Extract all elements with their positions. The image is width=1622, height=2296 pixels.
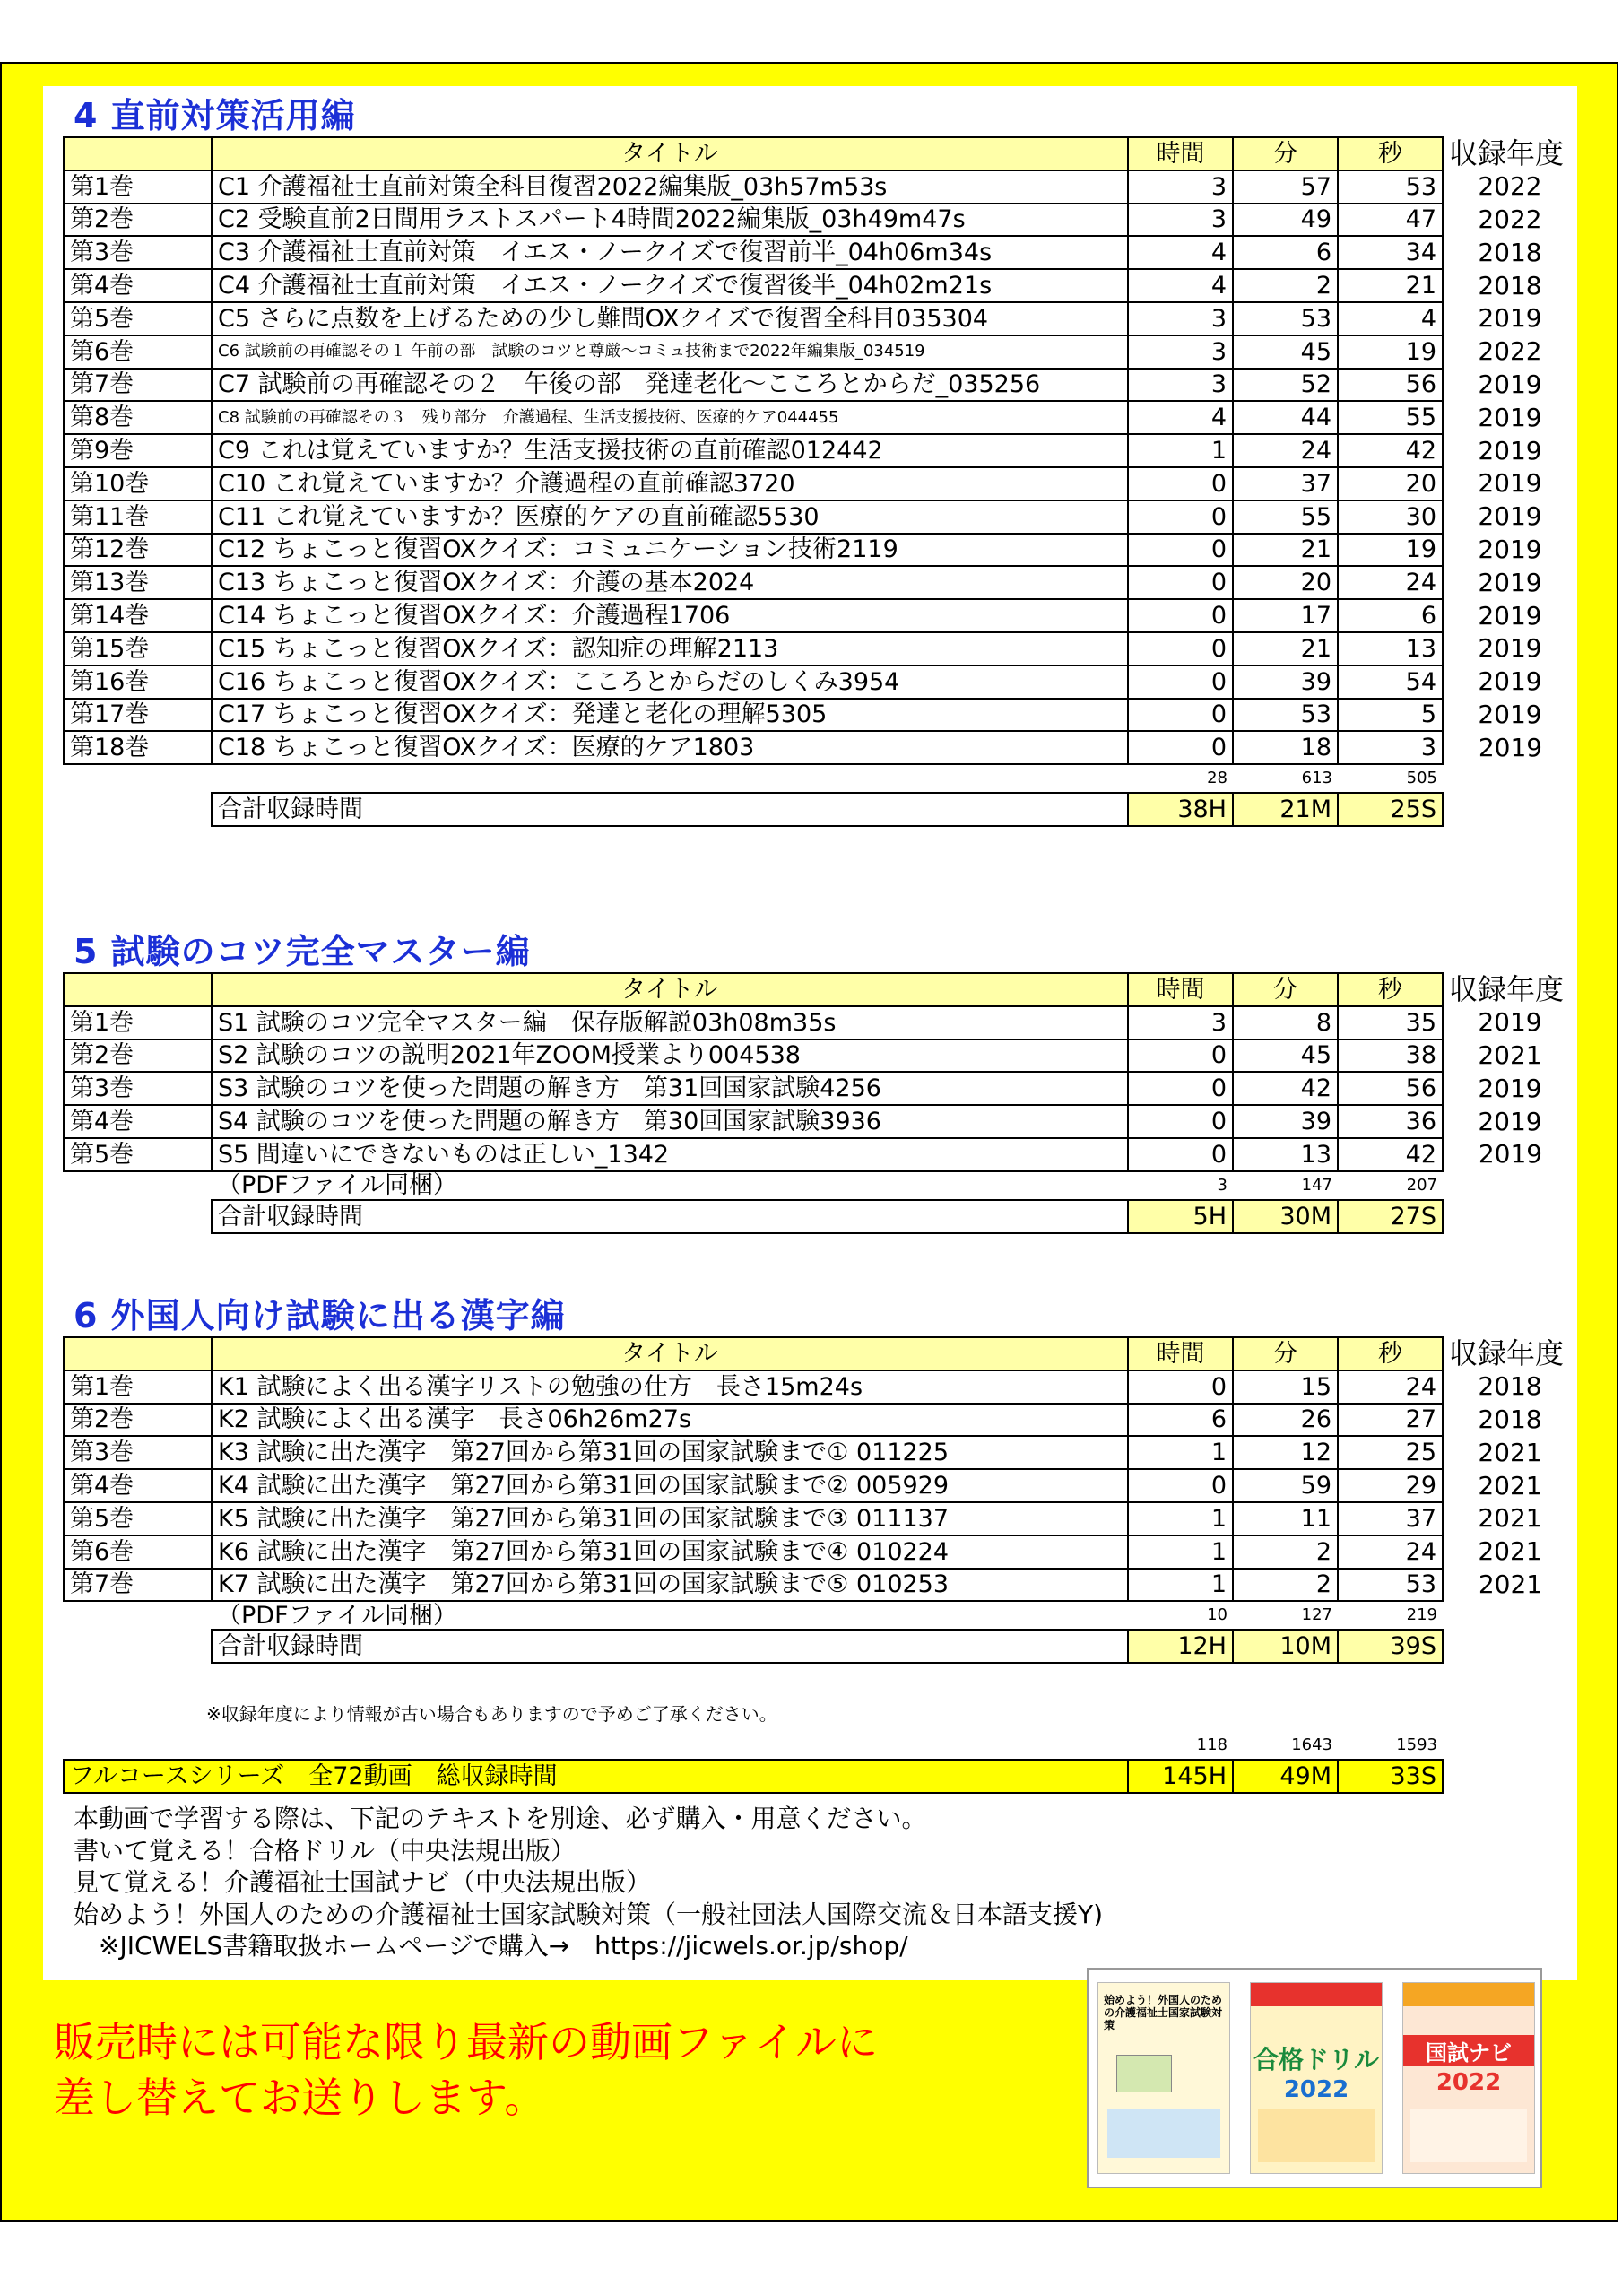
grand-raw-hours: 118 [1196, 1735, 1227, 1754]
volume-number: 第16巻 [64, 665, 212, 699]
header-hours: 時間 [1128, 137, 1233, 170]
volume-number: 第3巻 [64, 1436, 212, 1469]
year-cell: 2019 [1478, 402, 1542, 432]
year-cell: 2018 [1478, 237, 1542, 267]
year-cell: 2018 [1478, 1371, 1542, 1402]
seconds-cell: 13 [1338, 632, 1443, 665]
header-minutes: 分 [1233, 137, 1338, 170]
minutes-cell: 15 [1233, 1370, 1338, 1404]
video-title: K6 試験に出た漢字 第27回から第31回の国家試験まで④ 010224 [212, 1535, 1128, 1569]
video-title: C9 これは覚えていますか？生活支援技術の直前確認012442 [212, 434, 1128, 467]
notes-line-2: 書いて覚える！合格ドリル（中央法規出版） [74, 1835, 577, 1866]
notes-line-1: 本動画で学習する際は、下記のテキストを別途、必ず購入・用意ください。 [74, 1804, 927, 1833]
sale-notice-line-1: 販売時には可能な限り最新の動画ファイルに [54, 2018, 879, 2066]
video-title: C18 ちょこっと復習OXクイズ：医療的ケア1803 [212, 731, 1128, 764]
header-title: タイトル [212, 137, 1128, 170]
total-seconds: 39S [1338, 1630, 1443, 1663]
volume-number: 第2巻 [64, 204, 212, 237]
year-cell: 2022 [1478, 171, 1542, 202]
minutes-cell: 18 [1233, 731, 1338, 764]
table-row [64, 1370, 1577, 1404]
table-row [64, 369, 1577, 402]
seconds-cell: 47 [1338, 204, 1443, 237]
minutes-cell: 53 [1233, 699, 1338, 732]
hours-cell: 3 [1128, 170, 1233, 204]
table-row [64, 534, 1577, 567]
grand-total-table [63, 1731, 1578, 1794]
seconds-cell: 24 [1338, 1535, 1443, 1569]
raw-minutes: 127 [1301, 1605, 1332, 1625]
video-title: C8 試験前の再確認その３ 残り部分 介護過程、生活支援技術、医療的ケア044455 [212, 401, 1128, 434]
minutes-cell: 21 [1233, 534, 1338, 567]
video-title: C14 ちょこっと復習OXクイズ：介護過程1706 [212, 599, 1128, 632]
section-6-table [63, 1336, 1578, 1664]
table-row [64, 1569, 1577, 1602]
section-4-title: 4 直前対策活用編 [74, 96, 356, 135]
book-big-title-drill: 合格ドリル [1253, 2045, 1379, 2074]
year-cell: 2021 [1478, 1470, 1542, 1500]
pdf-note: （PDFファイル同梱） [217, 1171, 458, 1200]
volume-number: 第10巻 [64, 467, 212, 500]
year-cell: 2019 [1478, 567, 1542, 597]
book-big-title-navi: 国試ナビ [1403, 2035, 1534, 2066]
hours-cell: 0 [1128, 632, 1233, 665]
sale-notice [54, 2014, 878, 2126]
hours-cell: 1 [1128, 434, 1233, 467]
seconds-cell: 25 [1338, 1436, 1443, 1469]
total-row [64, 1630, 1577, 1663]
hours-cell: 3 [1128, 1006, 1233, 1039]
grand-total-hours: 145H [1128, 1760, 1233, 1793]
header-title: タイトル [212, 973, 1128, 1006]
minutes-cell: 52 [1233, 369, 1338, 402]
video-title: C6 試験前の再確認その１ 午前の部 試験のコツと尊厳～コミュ技術まで2022年編集版_034519 [212, 335, 1128, 369]
table-row [64, 401, 1577, 434]
year-cell: 2022 [1478, 204, 1542, 234]
seconds-cell: 55 [1338, 401, 1443, 434]
year-cell: 2021 [1478, 1569, 1543, 1599]
raw-minutes: 613 [1301, 769, 1332, 788]
section-5-table [63, 972, 1578, 1234]
table-row [64, 566, 1577, 599]
section-6-title: 6 外国人向け試験に出る漢字編 [74, 1296, 566, 1335]
hours-cell: 3 [1128, 302, 1233, 335]
pdf-note: （PDFファイル同梱） [217, 1601, 458, 1630]
book-title-foreigners: 始めよう！外国人のための介護福祉士国家試験対策 [1104, 1994, 1223, 2031]
total-minutes: 10M [1233, 1630, 1338, 1663]
table-row [64, 1404, 1577, 1437]
video-title: C1 介護福祉士直前対策全科目復習2022編集版_03h57m53s [212, 170, 1128, 204]
volume-number: 第11巻 [64, 500, 212, 534]
grand-raw-minutes: 1643 [1291, 1735, 1332, 1754]
hours-cell: 0 [1128, 1370, 1233, 1404]
total-seconds: 25S [1338, 793, 1443, 826]
year-cell: 2019 [1478, 303, 1542, 334]
minutes-cell: 44 [1233, 401, 1338, 434]
hours-cell: 0 [1128, 1072, 1233, 1105]
video-title: C4 介護福祉士直前対策 イエス・ノークイズで復習後半_04h02m21s [212, 269, 1128, 302]
volume-number: 第9巻 [64, 434, 212, 467]
book-cover-foreigners [1097, 1982, 1230, 2174]
video-title: K7 試験に出た漢字 第27回から第31回の国家試験まで⑤ 010253 [212, 1569, 1128, 1602]
seconds-cell: 53 [1338, 170, 1443, 204]
total-label: 合計収録時間 [212, 1200, 1128, 1233]
video-title: K3 試験に出た漢字 第27回から第31回の国家試験まで① 011225 [212, 1436, 1128, 1469]
year-cell: 2021 [1478, 1437, 1542, 1467]
video-title: S3 試験のコツを使った問題の解き方 第31回国家試験4256 [212, 1072, 1128, 1105]
video-title: K1 試験によく出る漢字リストの勉強の仕方 長さ15m24s [212, 1370, 1128, 1404]
notes-line-3: 見て覚える！介護福祉士国試ナビ（中央法規出版） [74, 1867, 652, 1897]
seconds-cell: 35 [1338, 1006, 1443, 1039]
volume-number: 第7巻 [64, 1569, 212, 1602]
video-title: C17 ちょこっと復習OXクイズ：発達と老化の理解5305 [212, 699, 1128, 732]
volume-number: 第13巻 [64, 566, 212, 599]
hours-cell: 6 [1128, 1404, 1233, 1437]
seconds-cell: 56 [1338, 1072, 1443, 1105]
table-row [64, 1072, 1577, 1105]
hours-cell: 3 [1128, 335, 1233, 369]
header-minutes: 分 [1233, 973, 1338, 1006]
year-cell: 2019 [1478, 435, 1542, 465]
hours-cell: 1 [1128, 1569, 1233, 1602]
total-hours: 5H [1128, 1200, 1233, 1233]
minutes-cell: 24 [1233, 434, 1338, 467]
minutes-cell: 26 [1233, 1404, 1338, 1437]
raw-seconds: 505 [1406, 769, 1437, 788]
year-cell: 2019 [1478, 1073, 1542, 1103]
total-minutes: 30M [1233, 1200, 1338, 1233]
header-row [64, 137, 1577, 170]
total-row [64, 1200, 1577, 1233]
raw-hours: 3 [1217, 1175, 1227, 1195]
video-title: C16 ちょこっと復習OXクイズ：こころとからだのしくみ3954 [212, 665, 1128, 699]
header-hours: 時間 [1128, 1337, 1233, 1370]
year-cell: 2021 [1478, 1039, 1542, 1070]
table-row [64, 500, 1577, 534]
raw-hours: 28 [1207, 769, 1227, 788]
header-seconds: 秒 [1338, 973, 1443, 1006]
volume-number: 第1巻 [64, 1006, 212, 1039]
total-label: 合計収録時間 [212, 1630, 1128, 1663]
year-cell: 2018 [1478, 1404, 1542, 1434]
volume-number: 第1巻 [64, 170, 212, 204]
raw-sum-row [64, 764, 1577, 793]
seconds-cell: 30 [1338, 500, 1443, 534]
video-title: C10 これ覚えていますか？介護過程の直前確認3720 [212, 467, 1128, 500]
raw-seconds: 219 [1406, 1605, 1437, 1625]
hours-cell: 0 [1128, 467, 1233, 500]
seconds-cell: 34 [1338, 236, 1443, 269]
hours-cell: 3 [1128, 369, 1233, 402]
year-cell: 2019 [1478, 666, 1542, 697]
minutes-cell: 2 [1233, 1535, 1338, 1569]
seconds-cell: 56 [1338, 369, 1443, 402]
year-cell: 2019 [1478, 600, 1542, 631]
table-row [64, 699, 1577, 732]
minutes-cell: 39 [1233, 1105, 1338, 1138]
year-cell: 2019 [1478, 468, 1542, 499]
volume-number: 第5巻 [64, 1138, 212, 1171]
grand-total-minutes: 49M [1233, 1760, 1338, 1793]
video-title: C11 これ覚えていますか？医療的ケアの直前確認5530 [212, 500, 1128, 534]
header-title: タイトル [212, 1337, 1128, 1370]
volume-number: 第18巻 [64, 731, 212, 764]
video-title: S4 試験のコツを使った問題の解き方 第30回国家試験3936 [212, 1105, 1128, 1138]
hours-cell: 3 [1128, 204, 1233, 237]
table-row [64, 1502, 1577, 1535]
minutes-cell: 2 [1233, 269, 1338, 302]
total-minutes: 21M [1233, 793, 1338, 826]
table-row [64, 204, 1577, 237]
seconds-cell: 42 [1338, 434, 1443, 467]
year-cell: 2019 [1478, 633, 1542, 664]
video-title: C2 受験直前2日間用ラストスパート4時間2022編集版_03h49m47s [212, 204, 1128, 237]
header-seconds: 秒 [1338, 1337, 1443, 1370]
hours-cell: 1 [1128, 1535, 1233, 1569]
volume-number: 第4巻 [64, 1105, 212, 1138]
volume-number: 第5巻 [64, 1502, 212, 1535]
minutes-cell: 59 [1233, 1469, 1338, 1502]
volume-number: 第7巻 [64, 369, 212, 402]
seconds-cell: 4 [1338, 302, 1443, 335]
table-row [64, 1436, 1577, 1469]
seconds-cell: 29 [1338, 1469, 1443, 1502]
volume-number: 第17巻 [64, 699, 212, 732]
video-title: C15 ちょこっと復習OXクイズ：認知症の理解2113 [212, 632, 1128, 665]
header-hours: 時間 [1128, 973, 1233, 1006]
header-year: 収録年度 [1449, 137, 1565, 170]
notes-block [74, 1803, 1103, 1962]
video-title: K2 試験によく出る漢字 長さ06h26m27s [212, 1404, 1128, 1437]
total-hours: 38H [1128, 793, 1233, 826]
video-title: S2 試験のコツの説明2021年ZOOM授業より004538 [212, 1039, 1128, 1073]
year-cell: 2019 [1478, 534, 1542, 564]
seconds-cell: 53 [1338, 1569, 1443, 1602]
table-row [64, 731, 1577, 764]
minutes-cell: 12 [1233, 1436, 1338, 1469]
hours-cell: 1 [1128, 1436, 1233, 1469]
minutes-cell: 55 [1233, 500, 1338, 534]
header-year: 収録年度 [1449, 973, 1565, 1006]
minutes-cell: 2 [1233, 1569, 1338, 1602]
video-title: S1 試験のコツ完全マスター編 保存版解説03h08m35s [212, 1006, 1128, 1039]
table-row [64, 467, 1577, 500]
table-row [64, 1469, 1577, 1502]
total-hours: 12H [1128, 1630, 1233, 1663]
notes-line-5: ※JICWELS書籍取扱ホームページで購入→ https://jicwels.or.jp/shop/ [74, 1931, 908, 1961]
year-cell: 2021 [1478, 1503, 1542, 1534]
book-cover-drill [1250, 1982, 1383, 2174]
year-cell: 2019 [1478, 1007, 1542, 1038]
volume-number: 第15巻 [64, 632, 212, 665]
seconds-cell: 3 [1338, 731, 1443, 764]
table-row [64, 1535, 1577, 1569]
hours-cell: 4 [1128, 401, 1233, 434]
header-volume [64, 1337, 212, 1370]
header-seconds: 秒 [1338, 137, 1443, 170]
volume-number: 第6巻 [64, 335, 212, 369]
grand-total-seconds: 33S [1338, 1760, 1443, 1793]
seconds-cell: 19 [1338, 335, 1443, 369]
minutes-cell: 8 [1233, 1006, 1338, 1039]
table-row [64, 434, 1577, 467]
year-cell: 2019 [1478, 501, 1542, 532]
video-title: C12 ちょこっと復習OXクイズ：コミュニケーション技術2119 [212, 534, 1128, 567]
raw-sum-row [64, 1171, 1577, 1200]
book-illustration [1116, 2055, 1172, 2092]
video-title: K4 試験に出た漢字 第27回から第31回の国家試験まで② 005929 [212, 1469, 1128, 1502]
hours-cell: 0 [1128, 1138, 1233, 1171]
raw-sum-row [64, 1601, 1577, 1630]
table-row [64, 170, 1577, 204]
book-year-drill: 2022 [1283, 2076, 1349, 2103]
table-row [64, 599, 1577, 632]
minutes-cell: 6 [1233, 236, 1338, 269]
seconds-cell: 24 [1338, 566, 1443, 599]
grand-total-label: フルコースシリーズ 全72動画 総収録時間 [64, 1760, 1128, 1793]
table-row [64, 269, 1577, 302]
header-year: 収録年度 [1449, 1337, 1565, 1370]
grand-raw-seconds: 1593 [1396, 1735, 1437, 1754]
video-title: K5 試験に出た漢字 第27回から第31回の国家試験まで③ 011137 [212, 1502, 1128, 1535]
seconds-cell: 27 [1338, 1404, 1443, 1437]
table-row [64, 236, 1577, 269]
seconds-cell: 37 [1338, 1502, 1443, 1535]
table-row [64, 1039, 1577, 1073]
minutes-cell: 21 [1233, 632, 1338, 665]
volume-number: 第8巻 [64, 401, 212, 434]
hours-cell: 0 [1128, 731, 1233, 764]
volume-number: 第6巻 [64, 1535, 212, 1569]
minutes-cell: 57 [1233, 170, 1338, 204]
total-seconds: 27S [1338, 1200, 1443, 1233]
video-title: C7 試験前の再確認その２ 午後の部 発達老化～こころとからだ_035256 [212, 369, 1128, 402]
hours-cell: 4 [1128, 236, 1233, 269]
header-volume [64, 973, 212, 1006]
book-covers [1087, 1968, 1542, 2188]
volume-number: 第5巻 [64, 302, 212, 335]
sale-notice-line-2: 差し替えてお送りします。 [54, 2074, 546, 2122]
year-cell: 2019 [1478, 699, 1542, 729]
volume-number: 第2巻 [64, 1039, 212, 1073]
year-cell: 2019 [1478, 732, 1543, 762]
minutes-cell: 53 [1233, 302, 1338, 335]
year-cell: 2019 [1478, 1106, 1542, 1136]
video-title: S5 間違いにできないものは正しい_1342 [212, 1138, 1128, 1171]
table-row [64, 632, 1577, 665]
minutes-cell: 17 [1233, 599, 1338, 632]
volume-number: 第3巻 [64, 1072, 212, 1105]
book-cover-navi [1402, 1982, 1535, 2174]
minutes-cell: 42 [1233, 1072, 1338, 1105]
section-5-title: 5 試験のコツ完全マスター編 [74, 932, 531, 971]
seconds-cell: 54 [1338, 665, 1443, 699]
minutes-cell: 20 [1233, 566, 1338, 599]
raw-hours: 10 [1207, 1605, 1227, 1625]
table-row [64, 665, 1577, 699]
volume-number: 第4巻 [64, 269, 212, 302]
hours-cell: 0 [1128, 500, 1233, 534]
table-row [64, 1006, 1577, 1039]
header-volume [64, 137, 212, 170]
minutes-cell: 13 [1233, 1138, 1338, 1171]
book-year-navi: 2022 [1436, 2069, 1502, 2096]
seconds-cell: 36 [1338, 1105, 1443, 1138]
video-title: C13 ちょこっと復習OXクイズ：介護の基本2024 [212, 566, 1128, 599]
seconds-cell: 38 [1338, 1039, 1443, 1073]
table-row [64, 1105, 1577, 1138]
pdf-note [212, 764, 1128, 793]
header-row [64, 973, 1577, 1006]
hours-cell: 0 [1128, 1469, 1233, 1502]
seconds-cell: 21 [1338, 269, 1443, 302]
volume-number: 第2巻 [64, 1404, 212, 1437]
year-cell: 2019 [1478, 1139, 1543, 1170]
table-row [64, 335, 1577, 369]
hours-cell: 0 [1128, 699, 1233, 732]
hours-cell: 1 [1128, 1502, 1233, 1535]
notes-line-4: 始めよう！外国人のための介護福祉士国家試験対策（一般社団法人国際交流＆日本語支援Y) [74, 1899, 1104, 1929]
hours-cell: 4 [1128, 269, 1233, 302]
section-4-table [63, 136, 1578, 827]
seconds-cell: 20 [1338, 467, 1443, 500]
year-cell: 2018 [1478, 270, 1542, 300]
seconds-cell: 19 [1338, 534, 1443, 567]
table-row [64, 1138, 1577, 1171]
year-cell: 2019 [1478, 369, 1542, 399]
total-row [64, 793, 1577, 826]
volume-number: 第14巻 [64, 599, 212, 632]
year-cell: 2021 [1478, 1536, 1542, 1567]
volume-number: 第1巻 [64, 1370, 212, 1404]
minutes-cell: 49 [1233, 204, 1338, 237]
table-row [64, 302, 1577, 335]
volume-number: 第4巻 [64, 1469, 212, 1502]
seconds-cell: 5 [1338, 699, 1443, 732]
minutes-cell: 45 [1233, 1039, 1338, 1073]
hours-cell: 0 [1128, 534, 1233, 567]
seconds-cell: 42 [1338, 1138, 1443, 1171]
hours-cell: 0 [1128, 1039, 1233, 1073]
header-row [64, 1337, 1577, 1370]
seconds-cell: 6 [1338, 599, 1443, 632]
volume-number: 第12巻 [64, 534, 212, 567]
minutes-cell: 45 [1233, 335, 1338, 369]
video-title: C5 さらに点数を上げるための少し難問OXクイズで復習全科目035304 [212, 302, 1128, 335]
year-cell: 2022 [1478, 336, 1542, 367]
hours-cell: 0 [1128, 665, 1233, 699]
minutes-cell: 37 [1233, 467, 1338, 500]
video-title: C3 介護福祉士直前対策 イエス・ノークイズで復習前半_04h06m34s [212, 236, 1128, 269]
seconds-cell: 24 [1338, 1370, 1443, 1404]
hours-cell: 0 [1128, 566, 1233, 599]
book-illustration-people [1107, 2109, 1220, 2158]
hours-cell: 0 [1128, 599, 1233, 632]
raw-minutes: 147 [1301, 1175, 1332, 1195]
total-label: 合計収録時間 [212, 793, 1128, 826]
volume-number: 第3巻 [64, 236, 212, 269]
year-note: ※収録年度により情報が古い場合もありますので予めご了承ください。 [206, 1703, 777, 1725]
raw-seconds: 207 [1406, 1175, 1437, 1195]
hours-cell: 0 [1128, 1105, 1233, 1138]
minutes-cell: 11 [1233, 1502, 1338, 1535]
header-minutes: 分 [1233, 1337, 1338, 1370]
minutes-cell: 39 [1233, 665, 1338, 699]
